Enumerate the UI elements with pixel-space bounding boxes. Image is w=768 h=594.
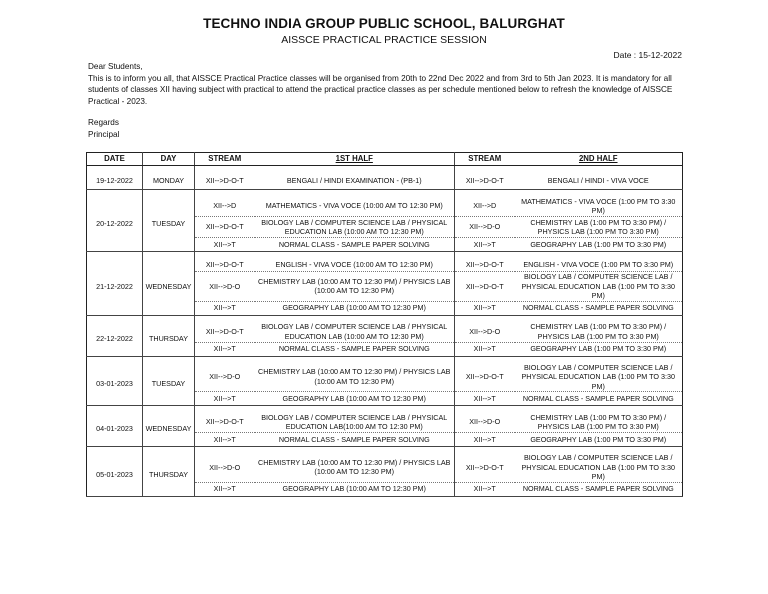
table-row (87, 196, 683, 217)
stream-1-cell: XII-->D-O-T (195, 322, 255, 343)
notice-letter (88, 61, 678, 107)
second-half-cell: GEOGRAPHY LAB (1:00 PM TO 3:30 PM) (515, 238, 683, 252)
date-cell: 04-01-2023 (87, 412, 143, 447)
notice-date: Date : 15-12-2022 (613, 50, 682, 60)
second-half-cell: BIOLOGY LAB / COMPUTER SCIENCE LAB / PHYSICAL EDUCATION LAB (1:00 PM TO 3:30 PM) (515, 363, 683, 392)
stream-1-cell: XII-->D-O (195, 272, 255, 302)
day-cell: WEDNESDAY (143, 258, 195, 315)
stream-2-cell: XII-->T (455, 433, 515, 447)
second-half-cell: GEOGRAPHY LAB (1:00 PM TO 3:30 PM) (515, 342, 683, 356)
stream-2-cell: XII-->D-O (455, 322, 515, 343)
stream-2-cell: XII-->D-O-T (455, 172, 515, 190)
schedule-table (86, 152, 683, 497)
date-cell: 03-01-2023 (87, 363, 143, 406)
second-half-cell: CHEMISTRY LAB (1:00 PM TO 3:30 PM) / PHYSICS LAB (1:00 PM TO 3:30 PM) (515, 412, 683, 433)
stream-1-cell: XII-->D-O (195, 453, 255, 482)
header-first-half-label: 1ST HALF (335, 154, 373, 164)
stream-1-cell: XII-->D-O (195, 363, 255, 392)
stream-1-cell: XII-->T (195, 433, 255, 447)
stream-1-cell: XII-->T (195, 482, 255, 496)
second-half-cell: CHEMISTRY LAB (1:00 PM TO 3:30 PM) / PHYSICS LAB (1:00 PM TO 3:30 PM) (515, 322, 683, 343)
second-half-cell: ENGLISH - VIVA VOCE (1:00 PM TO 3:30 PM) (515, 258, 683, 272)
first-half-cell: CHEMISTRY LAB (10:00 AM TO 12:30 PM) / PHYSICS LAB (10:00 AM TO 12:30 PM) (255, 272, 455, 302)
day-cell: TUESDAY (143, 363, 195, 406)
table-row (87, 172, 683, 190)
second-half-cell: NORMAL CLASS - SAMPLE PAPER SOLVING (515, 392, 683, 406)
table-row (87, 258, 683, 272)
second-half-cell: CHEMISTRY LAB (1:00 PM TO 3:30 PM) / PHYSICS LAB (1:00 PM TO 3:30 PM) (515, 217, 683, 238)
day-cell: MONDAY (143, 172, 195, 190)
stream-1-cell: XII-->T (195, 342, 255, 356)
header-second-half-label: 2ND HALF (578, 154, 618, 164)
table-row (87, 322, 683, 343)
header-stream-1: STREAM (195, 153, 255, 166)
signatory: Principal (88, 129, 120, 139)
header-day: DAY (143, 153, 195, 166)
second-half-cell: BENGALI / HINDI - VIVA VOCE (515, 172, 683, 190)
date-cell: 05-01-2023 (87, 453, 143, 496)
stream-1-cell: XII-->D-O-T (195, 258, 255, 272)
stream-2-cell: XII-->D-O-T (455, 363, 515, 392)
notice-body: This is to inform you all, that AISSCE Practical Practice classes will be organised from 20th to 22nd Dec 2022 and from 3rd to 5th Jan 2023. It is mandatory for all students of classes XII having subject with practical to attend the practical practice classes as per schedule mentioned below to refresh the knowledge of AISSCE Practical - 2023. (88, 73, 673, 106)
sign-off (88, 117, 119, 140)
schedule-body (87, 166, 683, 497)
date-cell: 20-12-2022 (87, 196, 143, 252)
day-cell: THURSDAY (143, 453, 195, 496)
session-title: AISSCE PRACTICAL PRACTICE SESSION (281, 34, 487, 46)
first-half-cell: CHEMISTRY LAB (10:00 AM TO 12:30 PM) / PHYSICS LAB (10:00 AM TO 12:30 PM) (255, 363, 455, 392)
header-first-half (255, 153, 455, 166)
stream-2-cell: XII-->T (455, 392, 515, 406)
stream-2-cell: XII-->D-O-T (455, 258, 515, 272)
second-half-cell: BIOLOGY LAB / COMPUTER SCIENCE LAB / PHYSICAL EDUCATION LAB (1:00 PM TO 3:30 PM) (515, 272, 683, 302)
second-half-cell: MATHEMATICS - VIVA VOCE (1:00 PM TO 3:30 PM) (515, 196, 683, 217)
table-row (87, 412, 683, 433)
header-stream-2: STREAM (455, 153, 515, 166)
first-half-cell: BIOLOGY LAB / COMPUTER SCIENCE LAB / PHYSICAL EDUCATION LAB (10:00 AM TO 12:30 PM) (255, 322, 455, 343)
second-half-cell: NORMAL CLASS - SAMPLE PAPER SOLVING (515, 301, 683, 315)
school-title: TECHNO INDIA GROUP PUBLIC SCHOOL, BALURGHAT (203, 16, 565, 31)
first-half-cell: GEOGRAPHY LAB (10:00 AM TO 12:30 PM) (255, 482, 455, 496)
day-cell: WEDNESDAY (143, 412, 195, 447)
date-cell: 22-12-2022 (87, 322, 143, 357)
first-half-cell: CHEMISTRY LAB (10:00 AM TO 12:30 PM) / PHYSICS LAB (10:00 AM TO 12:30 PM) (255, 453, 455, 482)
first-half-cell: BIOLOGY LAB / COMPUTER SCIENCE LAB / PHYSICAL EDUCATION LAB (10:00 AM TO 12:30 PM) (255, 217, 455, 238)
stream-1-cell: XII-->D-O-T (195, 217, 255, 238)
first-half-cell: NORMAL CLASS - SAMPLE PAPER SOLVING (255, 433, 455, 447)
stream-1-cell: XII-->T (195, 392, 255, 406)
table-row (87, 453, 683, 482)
stream-2-cell: XII-->D (455, 196, 515, 217)
stream-2-cell: XII-->T (455, 342, 515, 356)
header-date: DATE (87, 153, 143, 166)
day-cell: TUESDAY (143, 196, 195, 252)
stream-2-cell: XII-->D-O-T (455, 272, 515, 302)
first-half-cell: ENGLISH - VIVA VOCE (10:00 AM TO 12:30 PM) (255, 258, 455, 272)
first-half-cell: NORMAL CLASS - SAMPLE PAPER SOLVING (255, 238, 455, 252)
first-half-cell: NORMAL CLASS - SAMPLE PAPER SOLVING (255, 342, 455, 356)
stream-2-cell: XII-->D-O (455, 412, 515, 433)
stream-2-cell: XII-->D-O (455, 217, 515, 238)
stream-1-cell: XII-->D (195, 196, 255, 217)
stream-1-cell: XII-->T (195, 301, 255, 315)
first-half-cell: GEOGRAPHY LAB (10:00 AM TO 12:30 PM) (255, 301, 455, 315)
first-half-cell: MATHEMATICS - VIVA VOCE (10:00 AM TO 12:30 PM) (255, 196, 455, 217)
date-cell: 21-12-2022 (87, 258, 143, 315)
table-header-row (87, 153, 683, 166)
stream-2-cell: XII-->T (455, 238, 515, 252)
salutation: Dear Students, (88, 62, 143, 71)
first-half-cell: BIOLOGY LAB / COMPUTER SCIENCE LAB / PHYSICAL EDUCATION LAB(10:00 AM TO 12:30 PM) (255, 412, 455, 433)
stream-1-cell: XII-->D-O-T (195, 172, 255, 190)
first-half-cell: BENGALI / HINDI EXAMINATION - (PB-1) (255, 172, 455, 190)
regards-text: Regards (88, 118, 119, 127)
day-cell: THURSDAY (143, 322, 195, 357)
second-half-cell: BIOLOGY LAB / COMPUTER SCIENCE LAB / PHYSICAL EDUCATION LAB (1:00 PM TO 3:30 PM) (515, 453, 683, 482)
date-cell: 19-12-2022 (87, 172, 143, 190)
stream-1-cell: XII-->T (195, 238, 255, 252)
second-half-cell: GEOGRAPHY LAB (1:00 PM TO 3:30 PM) (515, 433, 683, 447)
first-half-cell: GEOGRAPHY LAB (10:00 AM TO 12:30 PM) (255, 392, 455, 406)
stream-2-cell: XII-->T (455, 301, 515, 315)
stream-2-cell: XII-->T (455, 482, 515, 496)
second-half-cell: NORMAL CLASS - SAMPLE PAPER SOLVING (515, 482, 683, 496)
header-second-half (515, 153, 683, 166)
stream-1-cell: XII-->D-O-T (195, 412, 255, 433)
stream-2-cell: XII-->D-O-T (455, 453, 515, 482)
table-row (87, 363, 683, 392)
